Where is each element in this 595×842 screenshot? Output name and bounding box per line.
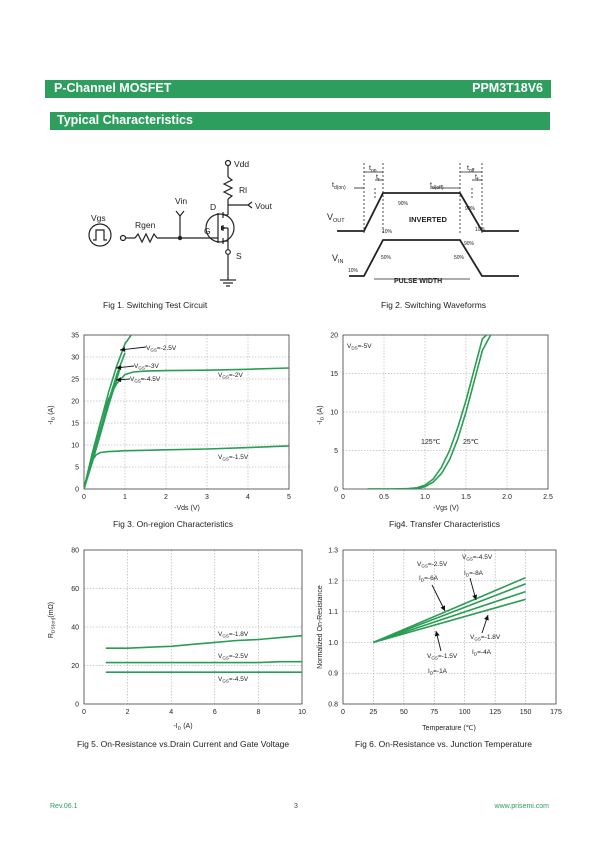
inverted-label: INVERTED (409, 215, 447, 224)
x-tick-label: 2.5 (543, 494, 553, 501)
y-tick-label: 5 (75, 464, 79, 472)
fig3-caption: Fig 3. On-region Characteristics (113, 519, 233, 529)
ton-label: $t_{on}$ (369, 165, 377, 174)
fig4-chart (310, 330, 553, 512)
pct-90-a: 90% (398, 201, 409, 207)
y-tick-label: 40 (71, 624, 79, 632)
series-line-3 (373, 599, 525, 642)
fig5-ylabel: $R_{DS(on)}(m\Omega)$ (48, 601, 57, 639)
x-tick-label: 50 (399, 709, 408, 716)
label-id-4a: $I_D=-4A$ (472, 649, 492, 657)
footer-revision: Rev.06.1 (50, 803, 78, 810)
label-vgs-2p5: $V_{GS}=-2.5V$ (218, 653, 249, 661)
label-vgs-2p5: $V_{GS}=-2.5V$ (417, 561, 448, 569)
fig5-xlabel: $-I_D$ (A) (173, 723, 193, 732)
vgs-label: Vgs (91, 213, 106, 223)
footer-page-number: 3 (294, 803, 298, 810)
y-tick-label: 10 (330, 409, 338, 417)
x-tick-label: 6 (212, 709, 217, 716)
tr-label: $t_r$ (376, 174, 380, 183)
header-bar (45, 80, 551, 98)
tf-label: $t_f$ (475, 174, 479, 183)
vin-label: Vin (175, 196, 188, 206)
x-tick-label: 8 (256, 709, 261, 716)
section-title: Typical Characteristics (57, 113, 193, 127)
fig4-caption: Fig4. Transfer Characteristics (389, 519, 501, 529)
fig3-ylabel: $-I_D$ (A) (48, 405, 57, 425)
x-tick-label: 75 (430, 709, 439, 716)
fig3-series-group (84, 335, 289, 489)
y-tick-label: 1.0 (328, 639, 338, 647)
y-tick-label: 0 (334, 486, 338, 494)
y-tick-label: 0 (75, 701, 79, 709)
pct-90-c: 90% (464, 241, 475, 247)
y-tick-label: 80 (71, 547, 79, 555)
fig6-xlabel: Temperature (℃) (422, 725, 476, 732)
fig5-chart (40, 545, 320, 740)
x-tick-label: 0 (341, 494, 345, 501)
y-tick-label: 60 (71, 586, 79, 593)
fig6-series-group (373, 578, 525, 643)
series-line-1 (373, 584, 525, 643)
vout-label: Vout (255, 201, 273, 211)
fig2-waveforms (327, 158, 527, 293)
y-tick-label: 30 (71, 354, 79, 362)
x-tick-label: 175 (550, 709, 562, 716)
series-line-0 (373, 578, 525, 643)
series-line-0 (106, 636, 302, 649)
y-tick-label: 0.9 (328, 670, 338, 678)
x-tick-label: 0 (82, 494, 86, 501)
y-tick-label: 25 (71, 376, 79, 384)
rgen-label: Rgen (135, 220, 156, 230)
pct-10-b: 10% (475, 227, 486, 233)
fig3-xlabel: -Vds (V) (174, 505, 200, 512)
x-tick-label: 0 (341, 709, 345, 716)
annotation-vgs-2: $V_{GS}=-2V$ (218, 372, 243, 380)
product-type: P-Channel MOSFET (54, 81, 172, 95)
x-tick-label: 2 (125, 709, 130, 716)
annotation-vgs-3: $V_{GS}=-3V$ (134, 363, 159, 371)
x-tick-label: 0.5 (379, 494, 389, 501)
part-number: PPM3T18V6 (472, 81, 543, 95)
x-tick-label: 0 (82, 709, 86, 716)
annotation-vgs-4p5: $V_{GS}=-4.5V$ (130, 376, 161, 384)
source-label: S (236, 251, 242, 261)
y-tick-label: 15 (71, 420, 79, 428)
x-tick-label: 150 (519, 709, 532, 716)
label-vgs-4p5: $V_{GS}=-4.5V$ (462, 554, 493, 562)
fig4-vds-note: $V_{DS}=-5V$ (347, 343, 372, 351)
y-tick-label: 0 (75, 486, 79, 494)
fig6-ylabel: Normalized On-Resistance (317, 585, 324, 669)
x-tick-label: 4 (246, 494, 250, 501)
x-tick-label: 125 (489, 709, 501, 716)
x-tick-label: 4 (169, 709, 174, 716)
drain-label: D (210, 202, 217, 212)
y-tick-label: 20 (330, 332, 338, 340)
annotation-arrow-head (484, 615, 489, 621)
fig4-xlabel: -Vgs (V) (433, 505, 459, 512)
x-tick-label: 2 (164, 494, 168, 501)
tdon-label: $t_{d(on)}$ (332, 182, 346, 191)
fig3-chart (40, 330, 290, 510)
plot-frame (343, 550, 556, 704)
y-tick-label: 1.2 (328, 578, 338, 586)
tdoff-label: $t_{d(off)}$ (430, 182, 444, 191)
pulse-width-label: PULSE WIDTH (394, 278, 443, 285)
label-vgs-1p8: $V_{GS}=-1.8V$ (218, 631, 249, 639)
y-tick-label: 20 (71, 663, 79, 670)
y-tick-label: 1.3 (328, 547, 338, 555)
fig5-caption: Fig 5. On-Resistance vs.Drain Current and Gate Voltage (77, 739, 290, 749)
pct-90-b: 90% (465, 206, 476, 212)
fig6-grid (343, 550, 556, 704)
x-tick-label: 2.0 (502, 494, 512, 501)
label-vgs-1p8: $V_{GS}=-1.8V$ (470, 634, 501, 642)
y-tick-label: 1.1 (328, 609, 338, 617)
x-tick-label: 25 (369, 709, 378, 716)
y-tick-label: 5 (334, 448, 338, 455)
series-line-1 (106, 662, 302, 663)
fig6-caption: Fig 6. On-Resistance vs. Junction Temperature (355, 739, 533, 749)
y-tick-label: 20 (71, 398, 79, 406)
fig4-ylabel: $-I_D$ (A) (317, 405, 326, 425)
label-vgs-1p5: $V_{GS}=-1.5V$ (427, 653, 458, 661)
fig5-grid (84, 550, 302, 704)
series-line-3 (84, 368, 289, 489)
x-tick-label: 100 (458, 709, 471, 716)
gate-label: G (204, 226, 211, 236)
pct-10-a: 10% (382, 229, 393, 235)
plot-frame (84, 335, 289, 489)
x-tick-label: 5 (287, 494, 291, 501)
label-125c: 125℃ (421, 439, 441, 446)
x-tick-label: 1.0 (420, 494, 430, 501)
series-line-4 (84, 446, 289, 489)
label-id-8a: $I_D=-8A$ (464, 570, 484, 578)
section-title-bar (45, 110, 551, 130)
label-vgs-4p5: $V_{GS}=-4.5V$ (218, 676, 249, 684)
pct-50-a: 50% (381, 255, 392, 261)
x-tick-label: 10 (298, 709, 306, 716)
label-id-6a: $I_D=-6A$ (419, 575, 439, 583)
annotation-vgs-1p5: $V_{GS}=-1.5V$ (218, 454, 249, 462)
pct-10-c: 10% (348, 268, 359, 274)
vdd-label: Vdd (234, 159, 250, 169)
fig6-chart (310, 545, 560, 740)
label-25c: 25℃ (463, 439, 479, 446)
y-tick-label: 10 (71, 442, 79, 450)
series-line-2 (84, 366, 121, 489)
toff-label: $t_{off}$ (467, 165, 475, 174)
annotation-arrow-head (435, 631, 440, 636)
vin-wave-label: $V_{IN}$ (332, 253, 344, 265)
label-id-1a: $I_D=-1A$ (428, 668, 448, 676)
x-tick-label: 3 (205, 494, 209, 501)
y-tick-label: 0.8 (328, 701, 338, 709)
y-tick-label: 35 (71, 332, 79, 340)
fig5-series-group (106, 636, 302, 673)
vout-wave-label: $V_{OUT}$ (327, 212, 345, 224)
pct-50-b: 50% (454, 255, 465, 261)
fig3-grid (84, 335, 289, 489)
annotation-vgs-2p5: $V_{GS}=-2.5V$ (146, 345, 177, 353)
fig1-caption: Fig 1. Switching Test Circuit (103, 300, 208, 310)
y-tick-label: 15 (330, 371, 338, 378)
x-tick-label: 1.5 (461, 494, 471, 501)
footer-website[interactable]: www.prisemi.com (494, 803, 549, 810)
x-tick-label: 1 (123, 494, 127, 501)
series-line-2 (373, 592, 525, 643)
fig2-caption: Fig 2. Switching Waveforms (381, 300, 487, 310)
fig1-circuit (80, 155, 310, 295)
rl-label: Rl (239, 185, 248, 195)
